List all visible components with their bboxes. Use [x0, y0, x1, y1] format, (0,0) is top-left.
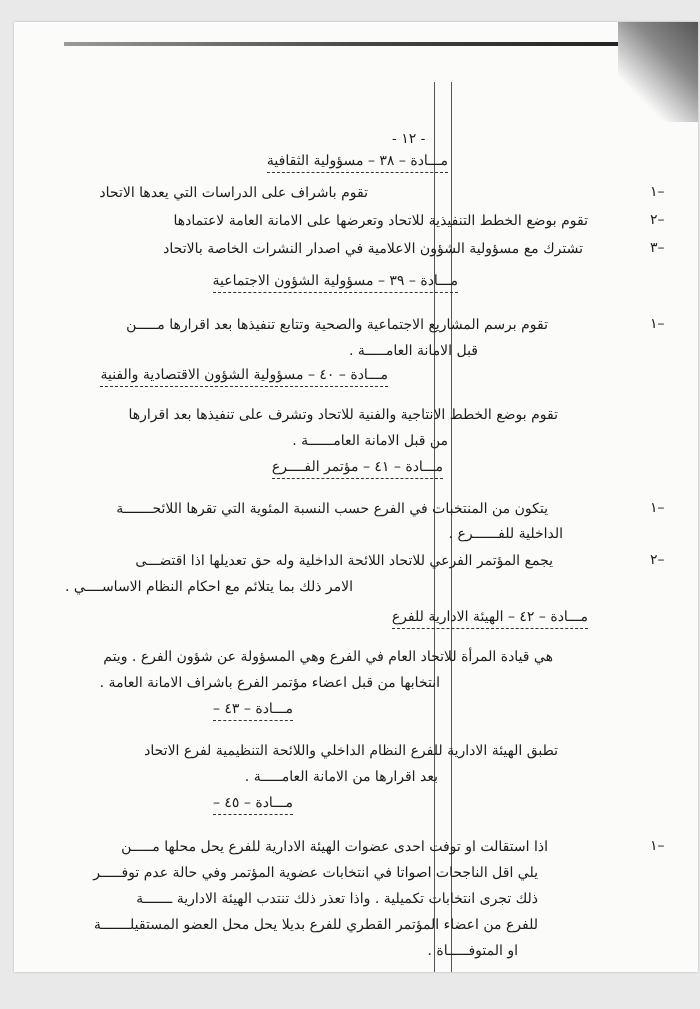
- document-page: [14, 22, 698, 972]
- article-42-line-1: هي قيادة المرأة للاتحاد العام في الفرع وهي المسؤولة عن شؤون الفرع . ويتم: [103, 649, 553, 665]
- article-39-item-1-line-2: قبل الامانة العامـــــة .: [348, 343, 478, 359]
- article-39-title: مـــادة – ٣٩ – مسؤولية الشؤون الاجتماعية: [213, 272, 459, 293]
- article-43-line-2: بعد اقرارها من الامانة العامـــــة .: [244, 769, 438, 785]
- item-number: ١–: [650, 500, 665, 516]
- document-body: [14, 22, 698, 972]
- article-45-item-1-line-3: ذلك تجرى انتخابات تكميلية . واذا تعذر ذلك تنتدب الهيئة الادارية ـــــــة: [136, 891, 538, 907]
- article-41-item-1-line-1: يتكون من المنتخبات في الفرع حسب النسبة المئوية التي تقرها اللائحـــــــة: [116, 501, 548, 517]
- article-41-item-2-line-1: يجمع المؤتمر الفرعي للاتحاد اللائحة الداخلية وله حق تعديلها اذا اقتضـــى: [135, 553, 553, 569]
- article-43-line-1: تطبق الهيئة الادارية للفرع النظام الداخلي واللائحة التنظيمية لفرع الاتحاد: [144, 743, 558, 759]
- article-38-item-2: تقوم بوضع الخطط التنفيذية للاتحاد وتعرضها على الامانة العامة لاعتمادها: [173, 213, 588, 229]
- article-41-title: مـــادة – ٤١ – مؤتمر الفــــرع: [272, 458, 443, 479]
- article-45-title: مـــادة – ٤٥ –: [213, 794, 293, 815]
- article-45-item-1-line-5: او المتوفـــــاة .: [427, 943, 518, 959]
- article-40-title: مـــادة – ٤٠ – مسؤولية الشؤون الاقتصادية والفنية: [100, 366, 388, 387]
- article-38-item-3: تشترك مع مسؤولية الشؤون الاعلامية في اصدار النشرات الخاصة بالاتحاد: [163, 241, 583, 257]
- article-39-item-1-line-1: تقوم برسم المشاريع الاجتماعية والصحية وتتابع تنفيذها بعد اقرارها مـــــن: [126, 317, 548, 333]
- article-40-line-1: تقوم بوضع الخطط الانتاجية والفنية للاتحاد وتشرف على تنفيذها بعد اقرارها: [128, 407, 558, 423]
- article-38-item-1: تقوم باشراف على الدراسات التي يعدها الاتحاد: [99, 185, 368, 201]
- page-number: - ١٢ -: [392, 131, 426, 147]
- article-45-item-1-line-2: يلي اقل الناجحات اصواتا في انتخابات عضوية المؤتمر وفي حالة عدم توفـــــر: [93, 865, 538, 881]
- article-45-item-1-line-1: اذا استقالت او توفت احدى عضوات الهيئة الادارية للفرع يحل محلها مـــــن: [121, 839, 548, 855]
- item-number: ٢–: [650, 212, 665, 228]
- item-number: ٢–: [650, 552, 665, 568]
- item-number: ١–: [650, 184, 665, 200]
- article-43-title: مـــادة – ٤٣ –: [213, 700, 293, 721]
- article-38-title: مـــادة – ٣٨ – مسؤولية الثقافية: [267, 152, 448, 173]
- item-number: ١–: [650, 316, 665, 332]
- article-41-item-1-line-2: الداخلية للفــــــرع .: [448, 526, 563, 542]
- item-number: ١–: [650, 838, 665, 854]
- article-42-title: مـــادة – ٤٢ – الهيئة الادارية للفرع: [392, 608, 588, 629]
- article-42-line-2: انتخابها من قبل اعضاء مؤتمر الفرع باشراف الامانة العامة .: [99, 675, 440, 691]
- item-number: ٣–: [650, 240, 665, 256]
- article-45-item-1-line-4: للفرع من اعضاء المؤتمر القطري للفرع بديلا يحل محل العضو المستقيلـــــــة: [93, 917, 538, 933]
- article-41-item-2-line-2: الامر ذلك بما يتلائم مع احكام النظام الاساســــي .: [64, 579, 353, 595]
- article-40-line-2: من قبل الامانة العامــــــة .: [292, 433, 448, 449]
